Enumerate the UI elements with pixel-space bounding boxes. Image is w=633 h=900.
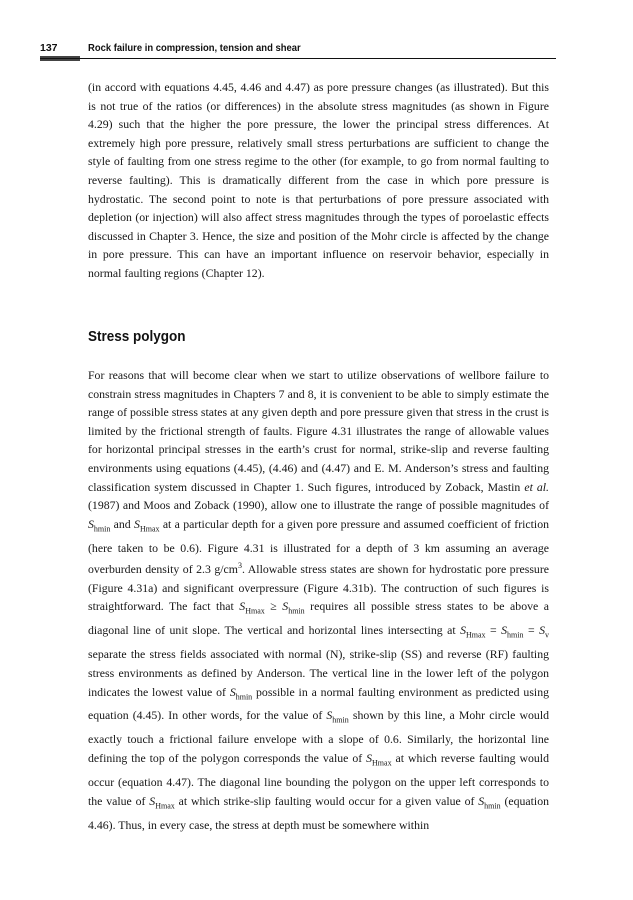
header-rule (40, 58, 556, 59)
paragraph-intro (88, 78, 549, 283)
section-heading: Stress polygon (88, 328, 186, 345)
running-title: Rock failure in compression, tension and shear (88, 42, 301, 54)
paragraph-text: (in accord with equations 4.45, 4.46 and 4.47) as pore pressure changes (as illustrated). But this is not true of the ratios (or differences) in the absolute stress magnitudes (as shown in Figure 4.29) such that the higher the pore pressure, the lower the principal stress differences. At extremely high pore pressure, relatively small stress perturbations are sufficient to change the style of faulting from one stress regime to the other (for example, to go from normal faulting to reverse faulting). This is dramatically different from the case in which pore pressure is hydrostatic. The second point to note is that perturbations of pore pressure associated with depletion (or injection) will also affect stress magnitudes through the types of poroelastic effects discussed in Chapter 3. Hence, the size and position of the Mohr circle is affected by the change in pore pressure. This can have an important influence on reservoir behavior, especially in normal faulting regions (Chapter 12). (88, 80, 549, 280)
running-header (40, 38, 556, 66)
paragraph-text: For reasons that will become clear when we start to utilize observations of wellbore failure to constrain stress magnitudes in Chapters 7 and 8, it is convenient to be able to simply estimate the range of possible stress states at any given depth and pore pressure given that stress in the crust is limited by the frictional strength of faults. Figure 4.31 illustrates the range of allowable values for horizontal principal stresses in the earth’s crust for normal, strike-slip and reverse faulting environments using equations (4.45), (4.46) and (4.47) and E. M. Anderson’s stress and faulting classification system discussed in Chapter 1. Such figures, introduced by Zoback, Mastin et al. (1987) and Moos and Zoback (1990), allow one to illustrate the range of possible magnitudes of $S_{hmin}$ and $S_{Hmax}$ at a particular depth for a given pore pressure and assumed coefficient of friction (here taken to be 0.6). Figure 4.31 is illustrated for a depth of 3 km assuming an average overburden density of 2.3 $g/cm^3$. Allowable stress states are shown for hydrostatic pore pressure (Figure 4.31a) and significant overpressure (Figure 4.31b). The contruction of such figures is straightforward. The fact that $S_{Hmax} \ge S_{hmin}$ requires all possible stress states to be above a diagonal line of unit slope. The vertical and horizontal lines intersecting at $S_{Hmax} = S_{hmin} = S_v$ separate the stress fields associated with normal (N), strike-slip (SS) and reverse (RF) faulting stress environments as defined by Anderson. The vertical line in the lower left of the polygon indicates the lowest value of $S_{hmin}$ possible in a normal faulting environment as predicted using equation (4.45). In other words, for the value of $S_{hmin}$ shown by this line, a Mohr circle would exactly touch a frictional failure envelope with a slope of 0.6. Similarly, the horizontal line defining the top of the polygon corresponds the value of $S_{Hmax}$ at which reverse faulting would occur (equation 4.47). The diagonal line bounding the polygon on the upper left corresponds to the value of $S_{Hmax}$ at which strike-slip faulting would occur for a given value of $S_{hmin}$ (equation 4.46). Thus, in every case, the stress at depth must be somewhere within (88, 368, 550, 832)
paragraph-stress-polygon (88, 366, 549, 834)
page-number: 137 (40, 42, 58, 54)
